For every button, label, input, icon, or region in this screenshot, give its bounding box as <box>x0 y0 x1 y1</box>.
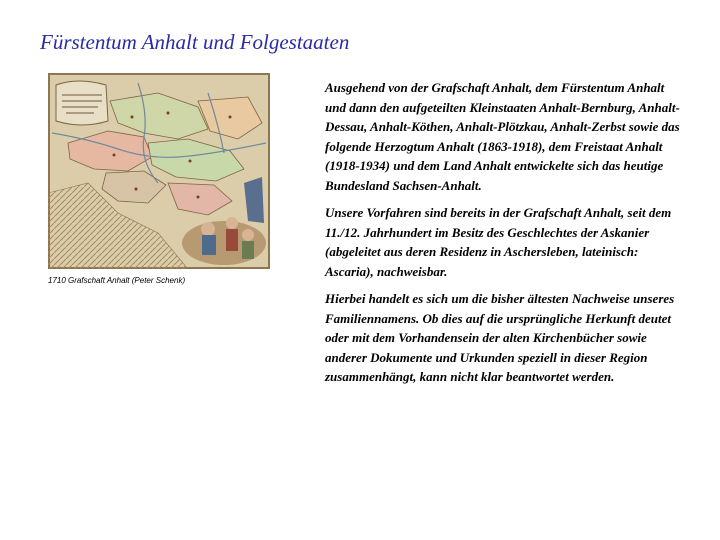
historical-map-image <box>48 73 270 269</box>
paragraph-2: Unsere Vorfahren sind bereits in der Grafschaft Anhalt, seit dem 11./12. Jahrhundert im Besitz des Geschlechtes der Askanier (abgeleitet aus deren Residenz in Aschersleben, lateinisch: Ascaria), nachweisbar. <box>325 205 672 279</box>
map-caption: 1710 Grafschaft Anhalt (Peter Schenk) <box>48 276 186 285</box>
body-text <box>325 78 685 395</box>
page-title: Fürstentum Anhalt und Folgestaaten <box>40 30 350 54</box>
paragraph-3: Hierbei handelt es sich um die bisher ältesten Nachweise unseres Familiennamens. Ob dies auf die ursprüngliche Herkunft deutet oder mit dem Vorhandensein der alten Kirchenbücher sowie anderer Dokumente und Urkunden speziell in dieser Region zusammenhängt, kann nicht klar beantwortet werden. <box>325 291 675 384</box>
map-cartouche <box>56 81 108 125</box>
paragraph-1: Ausgehend von der Grafschaft Anhalt, dem Fürstentum Anhalt und dann den aufgeteilten Kleinstaaten Anhalt-Bernburg, Anhalt-Dessau, Anhalt-Köthen, Anhalt-Plötzkau, Anhalt-Zerbst sowie das folgende Herzogtum Anhalt (1863-1918), dem Freistaat Anhalt (1918-1934) und dem Land Anhalt entwickelte sich das heutige Bundesland Sachsen-Anhalt. <box>325 80 680 193</box>
map-illustration <box>48 73 270 269</box>
